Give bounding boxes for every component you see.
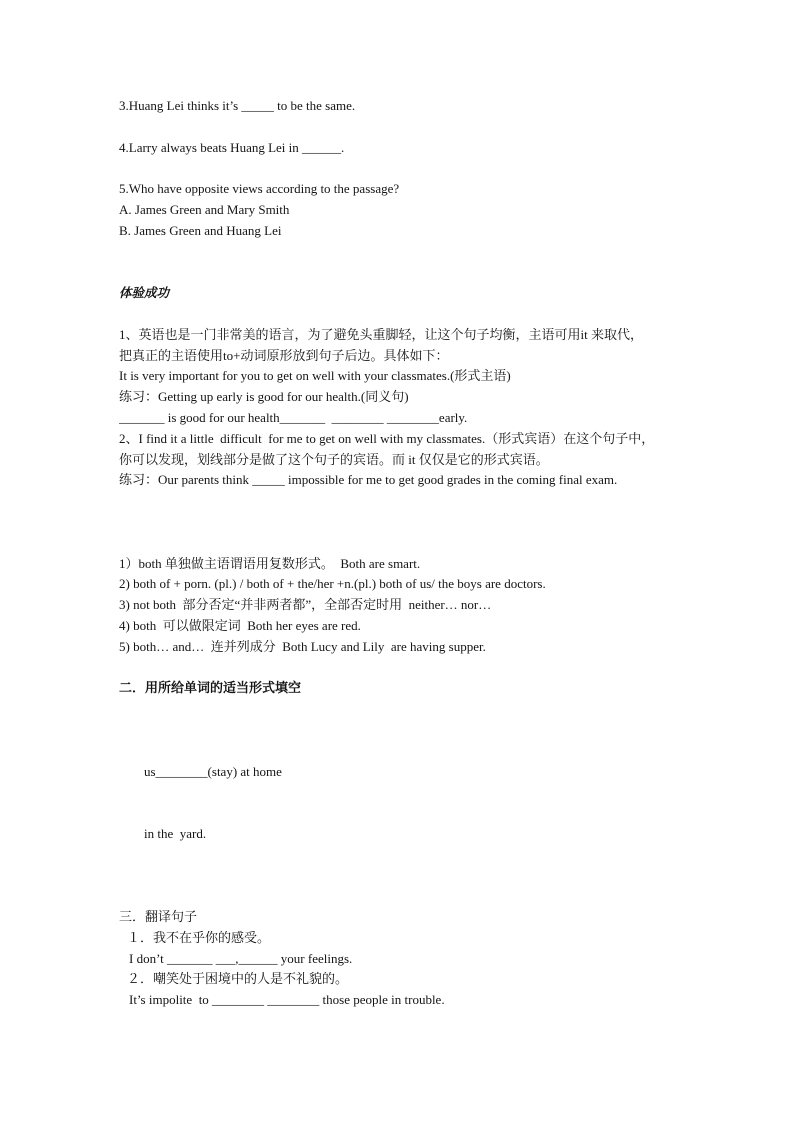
fill-in-item <box>119 865 719 886</box>
grammar-example1: It is very important for you to get on well with your classmates.(形式主语) <box>119 368 511 384</box>
fill-in-item-continuation: us________(stay) at home <box>144 763 282 779</box>
grammar-practice1-blanks: _______ is good for our health_______ ________ ________early. <box>119 409 468 425</box>
fill-in-heading: 二．用所给单词的适当形式填空 <box>119 680 302 696</box>
grammar-rule2-line1: 2、I find it a little difficult for me to get on well with my classmates.（形式宾语）在这个句子中， <box>119 430 655 446</box>
grammar-practice2: 练习：Our parents think _____ impossible for me to get good grades in the coming final exam. <box>119 472 618 488</box>
quiz-q3-options <box>119 117 719 138</box>
experience-title: 体验成功 <box>119 286 170 301</box>
fill-in-item <box>119 782 719 803</box>
grammar-practice1: 练习：Getting up early is good for our health.(同义句) <box>119 389 409 405</box>
fill-in-item <box>119 845 719 866</box>
fill-in-item <box>119 803 719 824</box>
spacer <box>119 512 719 533</box>
grammar-rule1-line2: 把真正的主语使用to+动词原形放到句子后边。具体如下： <box>119 347 449 363</box>
spacer <box>119 262 719 283</box>
quiz-q3-stem: 3.Huang Lei thinks it’s _____ to be the same. <box>119 98 356 113</box>
quiz-q5-options-cd <box>119 242 719 263</box>
both-usage-title-row <box>119 533 719 554</box>
grammar-rule1-line1: 1、英语也是一门非常美的语言，为了避免头重脚轻，让这个句子均衡，主语可用it 来取代， <box>119 326 643 342</box>
translation-item-english: It’s impolite to ________ ________ those people in trouble. <box>129 992 445 1008</box>
quiz-q4-options <box>119 158 719 179</box>
quiz-q4-stem: 4.Larry always beats Huang Lei in ______. <box>119 139 345 155</box>
both-usage-rule: 1）both 单独做主语谓语用复数形式。 Both are smart. <box>119 555 421 571</box>
both-usage-rule: 2) both of + porn. (pl.) / both of + the/her +n.(pl.) both of us/ the boys are doctors. <box>119 576 546 592</box>
fill-in-item <box>119 699 719 720</box>
fill-in-item-continuation: in the yard. <box>144 825 207 841</box>
grammar-practice2-options <box>119 491 719 512</box>
worksheet-content <box>119 96 719 1011</box>
both-usage-rule: 3) not both 部分否定“并非两者都”，全部否定时用 neither… nor… <box>119 597 492 613</box>
translation-item-chinese: １．我不在乎你的感受。 <box>127 929 271 945</box>
both-usage-rule: 4) both 可以做限定词 Both her eyes are red. <box>119 617 361 633</box>
fill-in-item <box>119 886 719 907</box>
translation-heading: 三．翻译句子 <box>119 909 198 925</box>
grammar-heading <box>119 304 719 325</box>
quiz-q5-option-b: B. James Green and Huang Lei <box>119 222 282 238</box>
translation-item-chinese: ２．嘲笑处于困境中的人是不礼貌的。 <box>127 971 349 987</box>
quiz-q5-option-a: A. James Green and Mary Smith <box>119 201 290 217</box>
translation-item-english: I don’t _______ ___,______ your feelings. <box>129 950 353 966</box>
fill-in-item <box>119 720 719 741</box>
quiz-q5-stem: 5.Who have opposite views according to the passage? <box>119 181 400 197</box>
grammar-rule2-line2: 你可以发现，划线部分是做了这个句子的宾语。而 it 仅仅是它的形式宾语。 <box>119 451 549 467</box>
spacer <box>119 658 719 679</box>
fill-in-item <box>119 741 719 762</box>
both-usage-rule: 5) both… and… 连并列成分 Both Lucy and Lily are having supper. <box>119 638 486 654</box>
